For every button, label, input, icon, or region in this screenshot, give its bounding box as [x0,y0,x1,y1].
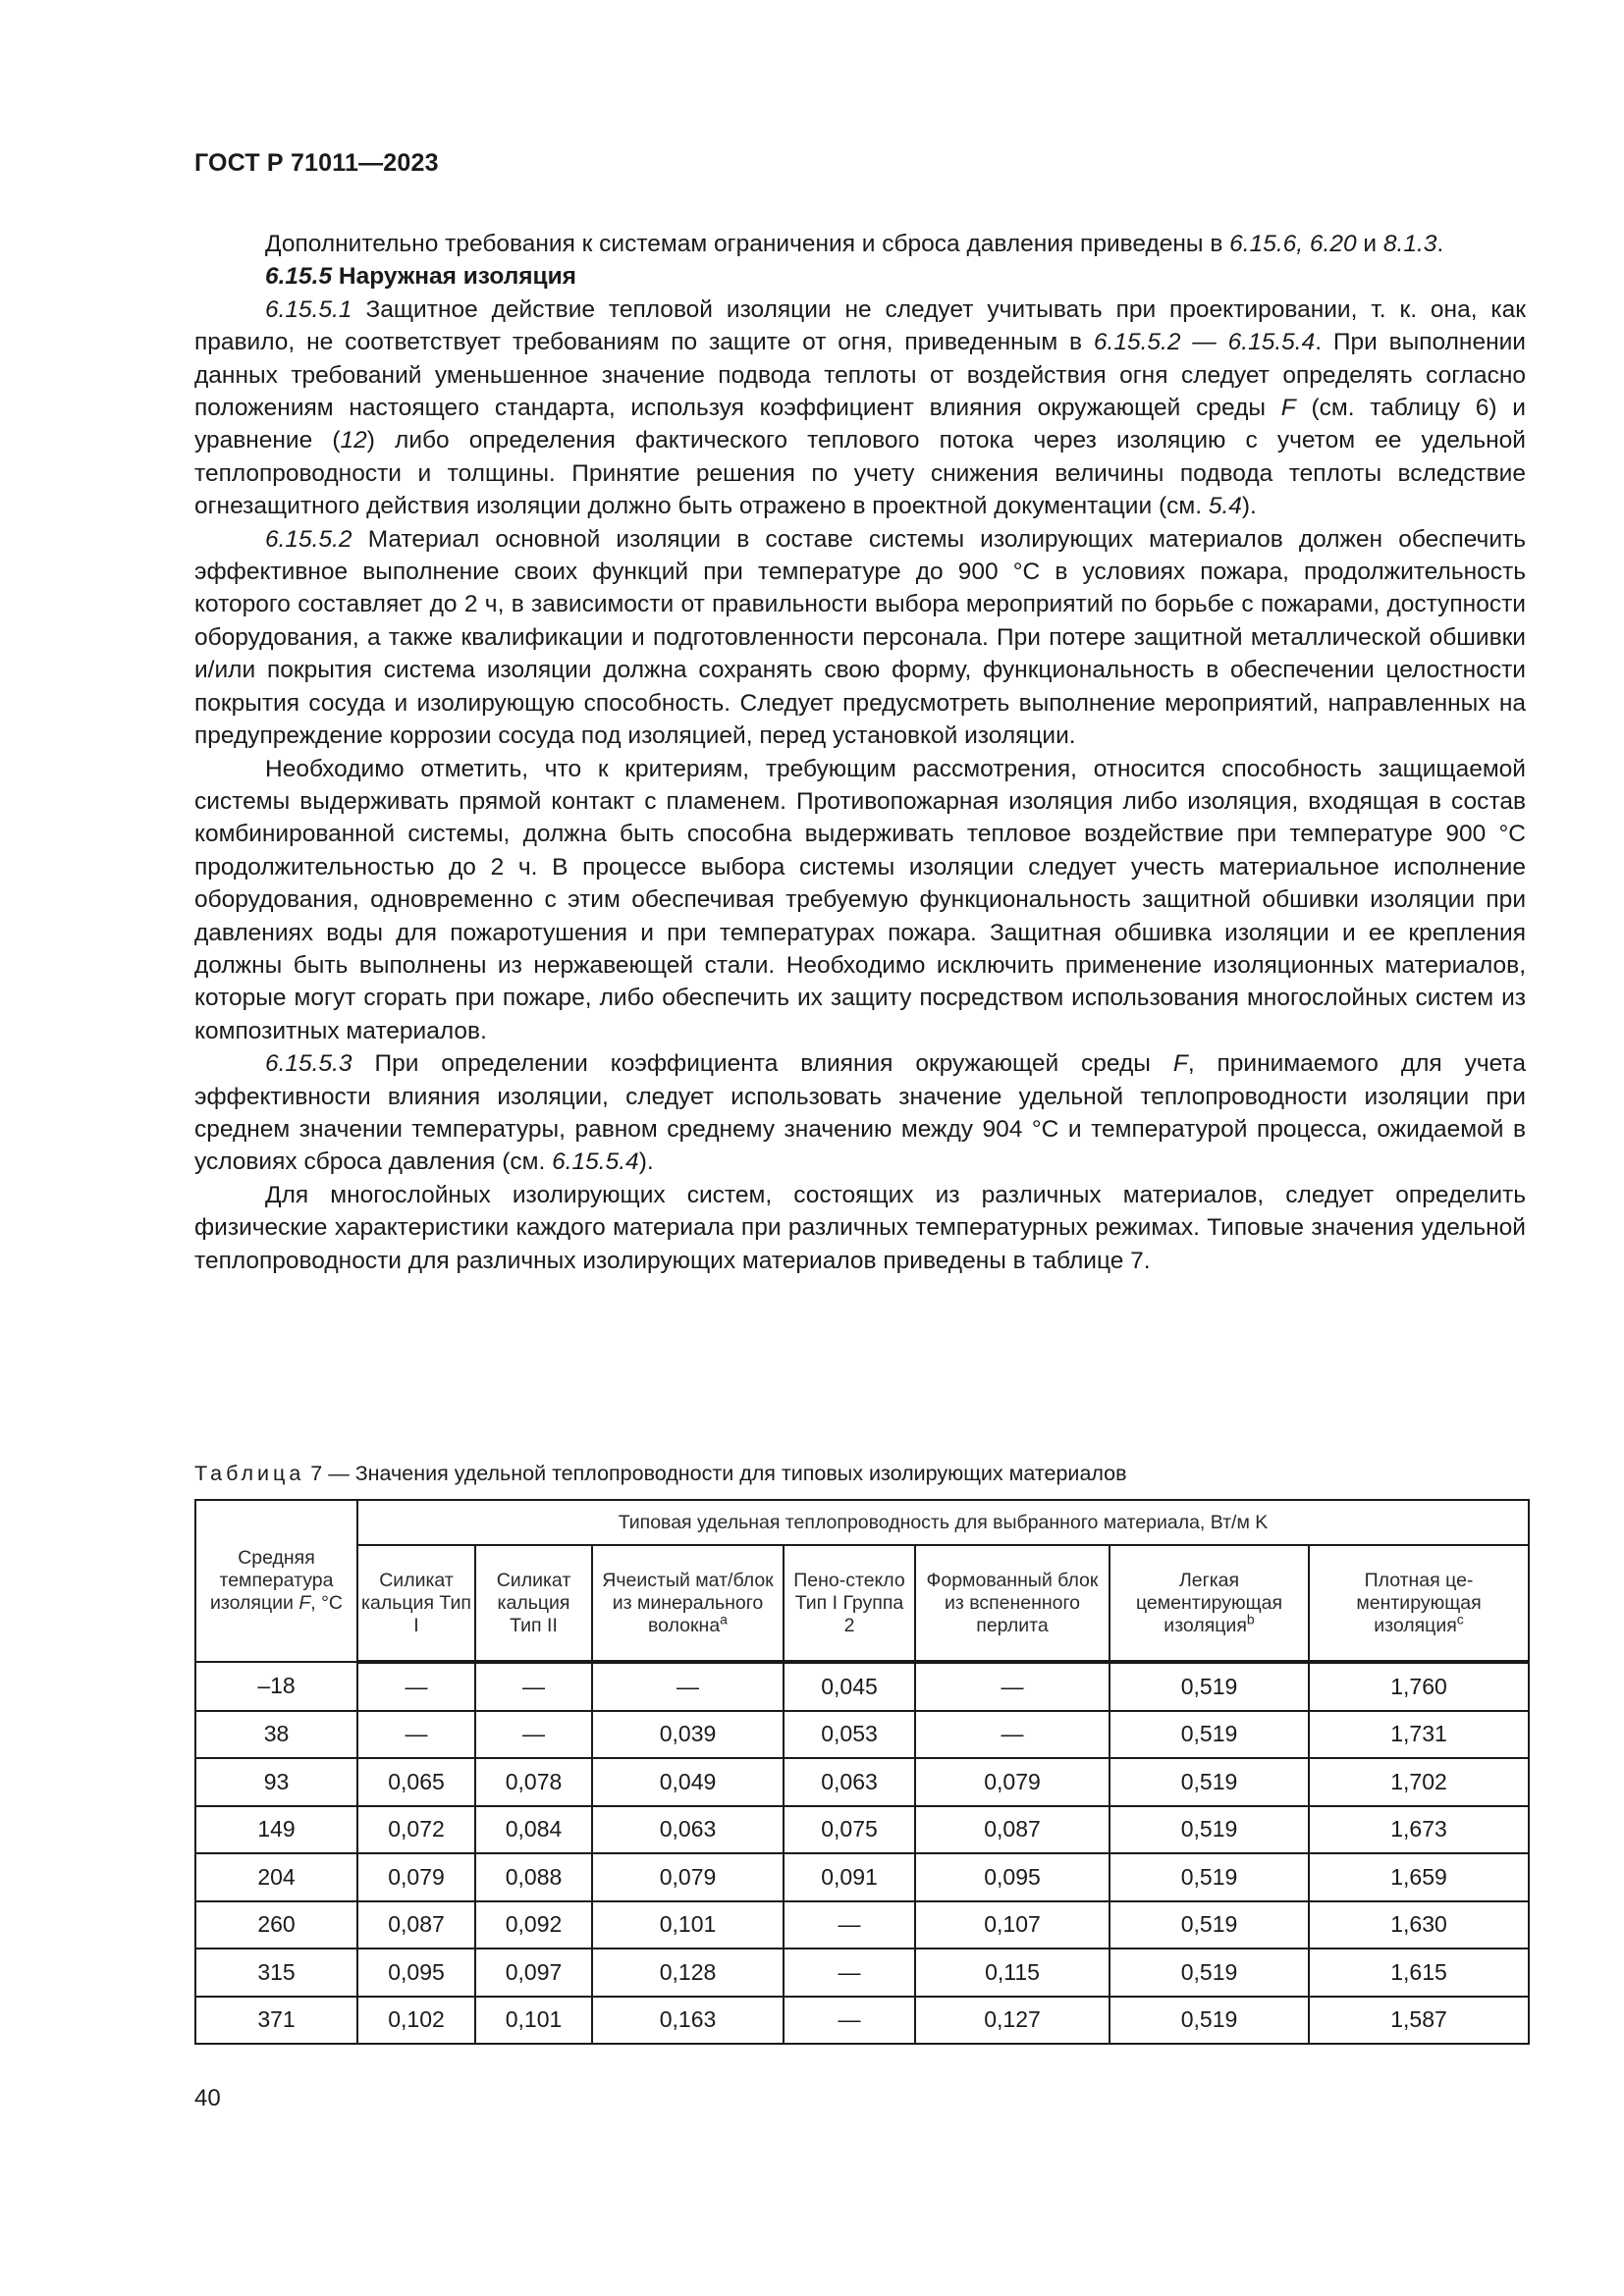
value-cell: 0,084 [475,1806,592,1854]
table-row [195,1997,1529,2045]
column-header: Силикат кальция Тип II [475,1545,592,1662]
value-cell: 0,128 [592,1949,784,1997]
value-cell: — [784,1949,915,1997]
value-cell: 0,072 [357,1806,475,1854]
table-caption-word: Таблица [194,1462,305,1485]
temperature-cell: 315 [195,1949,357,1997]
value-cell: 0,519 [1110,1949,1309,1997]
column-header: Пено-стекло Тип I Группа 2 [784,1545,915,1662]
value-cell: 0,045 [784,1662,915,1711]
value-cell: — [475,1711,592,1759]
temperature-cell: 260 [195,1901,357,1949]
value-cell: 0,127 [915,1997,1110,2045]
paragraph: Дополнительно требования к системам ограничения и сброса давления приведены в 6.15.6, 6.20 и 8.1.3. [265,231,1444,257]
value-cell: 0,107 [915,1901,1110,1949]
column-header: Силикат кальция Тип I [357,1545,475,1662]
value-cell: 0,079 [915,1758,1110,1806]
table-row [195,1853,1529,1901]
table-caption-title: 7 — Значения удельной теплопроводности для типовых изолирующих материалов [304,1462,1127,1485]
value-cell: 0,519 [1110,1758,1309,1806]
column-header: Плотная це-ментирующая изоляция$^c$ [1309,1545,1529,1662]
column-header: Ячеистый мат/блок из минерального волокна$^a$ [592,1545,784,1662]
paragraph: Для многослойных изолирующих систем, состоящих из различных материалов, следует определить физические характеристики каждого материала при различных температурных режимах. Типовые значения удельной теплопроводности для различных изолирующих материалов приведены в таблице 7. [194,1181,1526,1274]
table-row [195,1949,1529,1997]
value-cell: 1,731 [1309,1711,1529,1759]
value-cell: 0,092 [475,1901,592,1949]
value-cell: 0,163 [592,1997,784,2045]
value-cell: 0,078 [475,1758,592,1806]
column-header: Формованный блок из вспененного перлита [915,1545,1110,1662]
value-cell: 0,095 [357,1949,475,1997]
value-cell: — [475,1662,592,1711]
temperature-cell: 371 [195,1997,357,2045]
table-caption [194,1460,1526,1487]
value-cell: — [784,1901,915,1949]
value-cell: 0,519 [1110,1901,1309,1949]
value-cell: 0,049 [592,1758,784,1806]
value-cell: — [915,1662,1110,1711]
document-header-id: ГОСТ Р 71011—2023 [194,149,439,177]
value-cell: 0,088 [475,1853,592,1901]
group-header: Типовая удельная теплопроводность для выбранного материала, Вт/м K [357,1500,1529,1545]
page-number: 40 [194,2085,221,2111]
value-cell: 0,079 [357,1853,475,1901]
row-header-temperature: Средняя температура изоляции F, °С [195,1500,357,1662]
value-cell: 0,115 [915,1949,1110,1997]
table-row [195,1758,1529,1806]
value-cell: 0,519 [1110,1997,1309,2045]
body-text [194,228,1526,1277]
value-cell: 1,615 [1309,1949,1529,1997]
value-cell: — [357,1662,475,1711]
value-cell: 0,519 [1110,1711,1309,1759]
value-cell: — [357,1711,475,1759]
value-cell: 0,095 [915,1853,1110,1901]
value-cell: 0,065 [357,1758,475,1806]
value-cell: 0,519 [1110,1853,1309,1901]
table-row [195,1806,1529,1854]
value-cell: 0,063 [784,1758,915,1806]
value-cell: 0,087 [357,1901,475,1949]
value-cell: 0,091 [784,1853,915,1901]
column-header: Легкая цементирующая изоляция$^b$ [1110,1545,1309,1662]
table-row [195,1711,1529,1759]
value-cell: 0,101 [475,1997,592,2045]
value-cell: 0,075 [784,1806,915,1854]
value-cell: 0,102 [357,1997,475,2045]
value-cell: 0,519 [1110,1806,1309,1854]
value-cell: — [784,1997,915,2045]
section-heading: 6.15.5 Наружная изоляция [265,263,576,291]
value-cell: 0,053 [784,1711,915,1759]
value-cell: 1,760 [1309,1662,1529,1711]
value-cell: 0,063 [592,1806,784,1854]
value-cell: 0,039 [592,1711,784,1759]
temperature-cell: –18 [195,1662,357,1711]
value-cell: — [592,1662,784,1711]
temperature-cell: 93 [195,1758,357,1806]
table-row [195,1901,1529,1949]
value-cell: 1,630 [1309,1901,1529,1949]
conductivity-table [194,1499,1530,2045]
value-cell: — [915,1711,1110,1759]
value-cell: 1,702 [1309,1758,1529,1806]
value-cell: 1,587 [1309,1997,1529,2045]
paragraph: 6.15.5.2 Материал основной изоляции в составе системы изолирующих материалов должен обеспечить эффективное выполнение своих функций при температуре до 900 °С в условиях пожара, продолжительность которого составляет до 2 ч, в зависимости от правильности выбора мероприятий по борьбе с пожарами, доступности оборудования, а также квалификации и подготовленности персонала. При потере защитной металлической обшивки и/или покрытия система изоляции должна сохранять свою форму, функциональность в обеспечении целостности покрытия сосуда и изолирующую способность. Следует предусмотреть выполнение мероприятий, направленных на предупреждение коррозии сосуда под изоляцией, перед установкой изоляции. [194,525,1526,750]
paragraph: Необходимо отметить, что к критериям, требующим рассмотрения, относится способность защищаемой системы выдерживать прямой контакт с пламенем. Противопожарная изоляция либо изоляция, входящая в состав комбинированной системы, должна быть способна выдерживать тепловое воздействие при температуре 900 °С продолжительностью до 2 ч. В процессе выбора системы изоляции следует учесть материальное исполнение оборудования, одновременно с этим обеспечивая требуемую функциональность защитной обшивки изоляции при давлениях воды для пожаротушения и при температурах пожара. Защитная обшивка изоляции и ее крепления должны быть выполнены из нержавеющей стали. Необходимо исключить применение изоляционных материалов, которые могут сгорать при пожаре, либо обеспечить их защиту посредством использования многослойных систем из композитных материалов. [194,755,1526,1044]
value-cell: 0,087 [915,1806,1110,1854]
paragraph: 6.15.5.3 При определении коэффициента влияния окружающей среды F, принимаемого для учета эффективности влияния изоляции, следует использовать значение удельной теплопроводности изоляции при среднем значении температуры, равном среднему значению между 904 °С и температурой процесса, ожидаемой в условиях сброса давления (см. 6.15.5.4). [194,1050,1526,1176]
table-body [195,1662,1529,2044]
value-cell: 1,673 [1309,1806,1529,1854]
table-row [195,1662,1529,1711]
temperature-cell: 204 [195,1853,357,1901]
column-headers [195,1545,1529,1662]
value-cell: 0,079 [592,1853,784,1901]
paragraph: 6.15.5.1 Защитное действие тепловой изоляции не следует учитывать при проектировании, т. к. она, как правило, не соответствует требованиям по защите от огня, приведенным в 6.15.5.2 — 6.15.5.4. При выполнении данных требований уменьшенное значение подвода теплоты от воздействия огня следует определять согласно положениям настоящего стандарта, используя коэффициент влияния окружающей среды F (см. таблицу 6) и уравнение (12) либо определения фактического теплового потока через изоляцию с учетом ее удельной теплопроводности и толщины. Принятие решения по учету снижения величины подвода теплоты вследствие огнезащитного действия изоляции должно быть отражено в проектной документации (см. 5.4). [194,295,1526,520]
value-cell: 0,519 [1110,1662,1309,1711]
temperature-cell: 149 [195,1806,357,1854]
value-cell: 0,101 [592,1901,784,1949]
value-cell: 1,659 [1309,1853,1529,1901]
value-cell: 0,097 [475,1949,592,1997]
temperature-cell: 38 [195,1711,357,1759]
